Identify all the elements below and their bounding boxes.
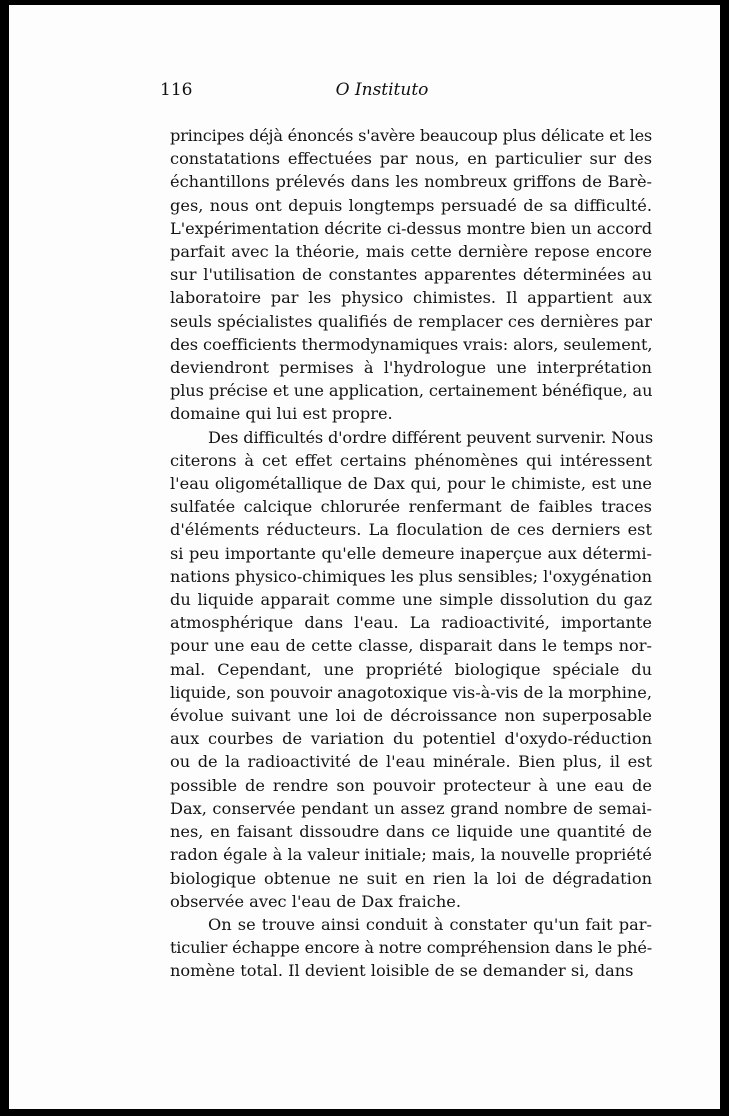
text-line: ou de la radioactivité de l'eau minérale. Bien plus, il est <box>170 752 652 772</box>
text-line: nations physico-chimiques les plus sensibles; l'oxygénation <box>170 566 652 586</box>
paragraph <box>170 426 652 913</box>
text-line: Des difficultés d'ordre différent peuvent survenir. Nous <box>208 427 653 447</box>
text-line: citerons à cet effet certains phénomènes qui intéressent <box>170 450 652 470</box>
text-line: si peu importante qu'elle demeure inaperçue aux détermi- <box>170 543 652 563</box>
text-line: aux courbes de variation du potentiel d'oxydo-réduction <box>170 729 652 749</box>
book-page <box>9 5 720 1109</box>
text-line: constatations effectuées par nous, en particulier sur des <box>170 149 652 169</box>
text-line: deviendront permises à l'hydrologue une interprétation <box>170 358 652 378</box>
page-number: 116 <box>160 80 193 100</box>
page-header <box>160 80 592 104</box>
text-line: domaine qui lui est propre. <box>170 404 393 424</box>
text-line: principes déjà énoncés s'avère beaucoup plus délicate et les <box>170 126 653 145</box>
text-line: échantillons prélevés dans les nombreux griffons de Barè- <box>170 172 652 192</box>
running-title: O Instituto <box>335 80 429 100</box>
text-line: des coefficients thermodynamiques vrais: alors, seulement, <box>170 334 653 354</box>
body-text <box>170 124 652 983</box>
text-line: sur l'utilisation de constantes apparentes déterminées au <box>170 265 652 285</box>
text-line: du liquide apparait comme une simple dissolution du gaz <box>170 590 652 610</box>
text-line: sulfatée calcique chlorurée renfermant de faibles traces <box>170 497 652 517</box>
text-line: atmosphérique dans l'eau. La radioactivité, importante <box>170 613 652 633</box>
text-line: radon égale à la valeur initiale; mais, la nouvelle propriété <box>170 845 652 865</box>
text-line: ticulier échappe encore à notre compréhension dans le phé- <box>170 938 652 958</box>
text-line: mal. Cependant, une propriété biologique spéciale du <box>170 659 652 679</box>
paragraph <box>170 913 652 983</box>
text-line: d'éléments réducteurs. La floculation de ces derniers est <box>170 520 652 540</box>
text-line: On se trouve ainsi conduit à constater qu'un fait par- <box>208 914 652 934</box>
text-line: l'eau oligométallique de Dax qui, pour le chimiste, est une <box>170 474 652 494</box>
text-line: nes, en faisant dissoudre dans ce liquide une quantité de <box>170 822 652 842</box>
paragraph <box>170 124 652 426</box>
text-line: plus précise et une application, certainement bénéfique, au <box>170 381 653 401</box>
text-line: L'expérimentation décrite ci-dessus montre bien un accord <box>170 218 653 238</box>
text-line: liquide, son pouvoir anagotoxique vis-à-vis de la morphine, <box>170 682 652 702</box>
text-line: Dax, conservée pendant un assez grand nombre de semai- <box>170 798 652 818</box>
text-line: possible de rendre son pouvoir protecteur à une eau de <box>170 775 652 795</box>
text-line: parfait avec la théorie, mais cette dernière repose encore <box>170 242 652 262</box>
text-line: nomène total. Il devient loisible de se demander si, dans <box>170 961 634 981</box>
text-line: laboratoire par les physico chimistes. Il appartient aux <box>170 288 652 308</box>
text-line: ges, nous ont depuis longtemps persuadé de sa difficulté. <box>170 195 652 215</box>
text-line: biologique obtenue ne suit en rien la loi de dégradation <box>170 868 652 888</box>
text-line: pour une eau de cette classe, disparait dans le temps nor- <box>170 636 652 656</box>
text-line: évolue suivant une loi de décroissance non superposable <box>170 706 652 726</box>
text-line: seuls spécialistes qualifiés de remplacer ces dernières par <box>170 311 652 331</box>
text-line: observée avec l'eau de Dax fraiche. <box>170 891 461 911</box>
